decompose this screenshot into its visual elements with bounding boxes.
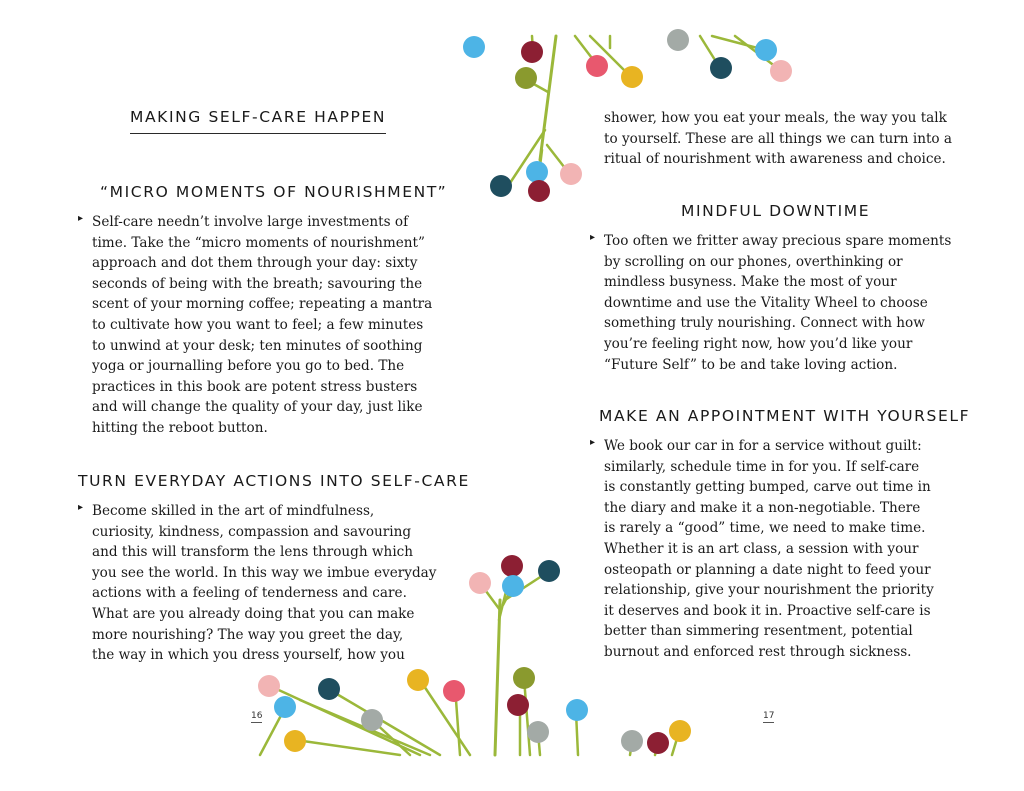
flower-dot	[507, 694, 529, 716]
flower-dot	[586, 55, 608, 77]
text-line: We book our car in for a service without guilt:	[604, 438, 922, 454]
paragraph-appointment	[604, 436, 934, 663]
flower-dot	[407, 669, 429, 691]
text-line: relationship, give your nourishment the priority	[604, 582, 934, 599]
bullet-arrow-icon: ▸	[590, 437, 596, 448]
flower-dot	[621, 66, 643, 88]
text-line: Self-care needn’t involve large investments of	[92, 214, 409, 230]
flower-dot	[258, 675, 280, 697]
flower-dot	[501, 555, 523, 577]
flower-dot	[463, 36, 485, 58]
page-number-right: 17	[763, 711, 775, 721]
text-line: to unwind at your desk; ten minutes of soothing	[92, 337, 423, 354]
text-line: downtime and use the Vitality Wheel to choose	[604, 294, 928, 311]
text-line: ritual of nourishment with awareness and choice.	[604, 151, 946, 168]
text-line: approach and dot them through your day: sixty	[92, 255, 418, 272]
flower-dot	[621, 730, 643, 752]
flower-dot	[490, 175, 512, 197]
flower-dot	[560, 163, 582, 185]
flower-dot	[502, 575, 524, 597]
text-line: and this will transform the lens through which	[92, 544, 414, 561]
flower-dot	[318, 678, 340, 700]
flower-dot	[538, 560, 560, 582]
flower-dot	[667, 29, 689, 51]
flower-dot	[526, 161, 548, 183]
page-number-left: 16	[251, 711, 263, 721]
text-line: the diary and make it a non-negotiable. There	[604, 499, 921, 516]
text-line: and will change the quality of your day, just like	[92, 399, 423, 416]
flower-dot	[521, 41, 543, 63]
flower-dot	[669, 720, 691, 742]
text-line: scent of your morning coffee; repeating a mantra	[92, 296, 433, 313]
text-line: burnout and enforced rest through sickness.	[604, 643, 912, 660]
flower-dot	[274, 696, 296, 718]
text-line: Whether it is an art class, a session with your	[604, 540, 919, 557]
bullet-arrow-icon: ▸	[590, 232, 596, 243]
text-line: Become skilled in the art of mindfulness,	[92, 503, 375, 519]
text-line: to yourself. These are all things we can turn into a	[604, 130, 953, 147]
text-line: What are you already doing that you can make	[92, 605, 415, 622]
text-line: time. Take the “micro moments of nourishment”	[92, 234, 425, 251]
flower-stem	[495, 600, 500, 755]
text-line: better than simmering resentment, potential	[604, 623, 913, 640]
flower-dot	[755, 39, 777, 61]
paragraph-mindful-downtime	[604, 231, 951, 375]
text-line: curiosity, kindness, compassion and savouring	[92, 523, 412, 540]
flower-stem	[456, 700, 460, 755]
text-line: “Future Self” to be and take loving action.	[604, 356, 898, 373]
text-line: seconds of being with the breath; savouring the	[92, 275, 423, 292]
text-line: is rarely a “good” time, we need to make time.	[604, 520, 926, 537]
flower-dot	[513, 667, 535, 689]
flower-dot	[361, 709, 383, 731]
bullet-arrow-icon: ▸	[78, 502, 84, 513]
text-line: to cultivate how you want to feel; a few minutes	[92, 316, 424, 333]
flower-dot	[566, 699, 588, 721]
text-line: similarly, schedule time in for you. If self-care	[604, 458, 920, 475]
text-line: the way in which you dress yourself, how you	[92, 647, 405, 664]
flower-stem	[524, 678, 530, 755]
text-line: shower, how you eat your meals, the way you talk	[604, 110, 947, 126]
text-line: hitting the reboot button.	[92, 419, 268, 436]
text-line: osteopath or planning a date night to feed your	[604, 561, 931, 578]
section-heading-mindful-downtime: MINDFUL DOWNTIME	[681, 202, 871, 220]
flower-dot	[469, 572, 491, 594]
page-title: MAKING SELF-CARE HAPPEN	[130, 108, 386, 134]
flower-dot	[528, 180, 550, 202]
flower-dot	[647, 732, 669, 754]
section-heading-everyday-actions: TURN EVERYDAY ACTIONS INTO SELF-CARE	[78, 472, 470, 490]
bullet-arrow-icon: ▸	[78, 213, 84, 224]
flower-dot	[515, 67, 537, 89]
flower-dot	[443, 680, 465, 702]
flower-dot	[527, 721, 549, 743]
paragraph-micro-moments	[92, 212, 432, 439]
text-line: by scrolling on our phones, overthinking or	[604, 253, 903, 270]
section-heading-appointment: MAKE AN APPOINTMENT WITH YOURSELF	[599, 407, 971, 425]
paragraph-continued	[604, 108, 952, 170]
flower-dot	[710, 57, 732, 79]
text-line: it deserves and book it in. Proactive self-care is	[604, 602, 931, 619]
flower-stem	[296, 740, 400, 755]
section-heading-micro-moments: “MICRO MOMENTS OF NOURISHMENT”	[100, 183, 448, 201]
text-line: actions with a feeling of tenderness and care.	[92, 585, 407, 602]
text-line: you’re feeling right now, how you’d like your	[604, 335, 913, 352]
text-line: yoga or journalling before you go to bed. The	[92, 358, 405, 375]
text-line: more nourishing? The way you greet the day,	[92, 626, 404, 643]
flower-dot	[770, 60, 792, 82]
text-line: you see the world. In this way we imbue everyday	[92, 564, 437, 581]
text-line: practices in this book are potent stress busters	[92, 378, 418, 395]
text-line: mindless busyness. Make the most of your	[604, 274, 897, 291]
text-line: something truly nourishing. Connect with how	[604, 315, 925, 332]
text-line: Too often we fritter away precious spare moments	[604, 233, 952, 249]
text-line: is constantly getting bumped, carve out time in	[604, 479, 931, 496]
paragraph-everyday-actions	[92, 501, 436, 666]
flower-dot	[284, 730, 306, 752]
